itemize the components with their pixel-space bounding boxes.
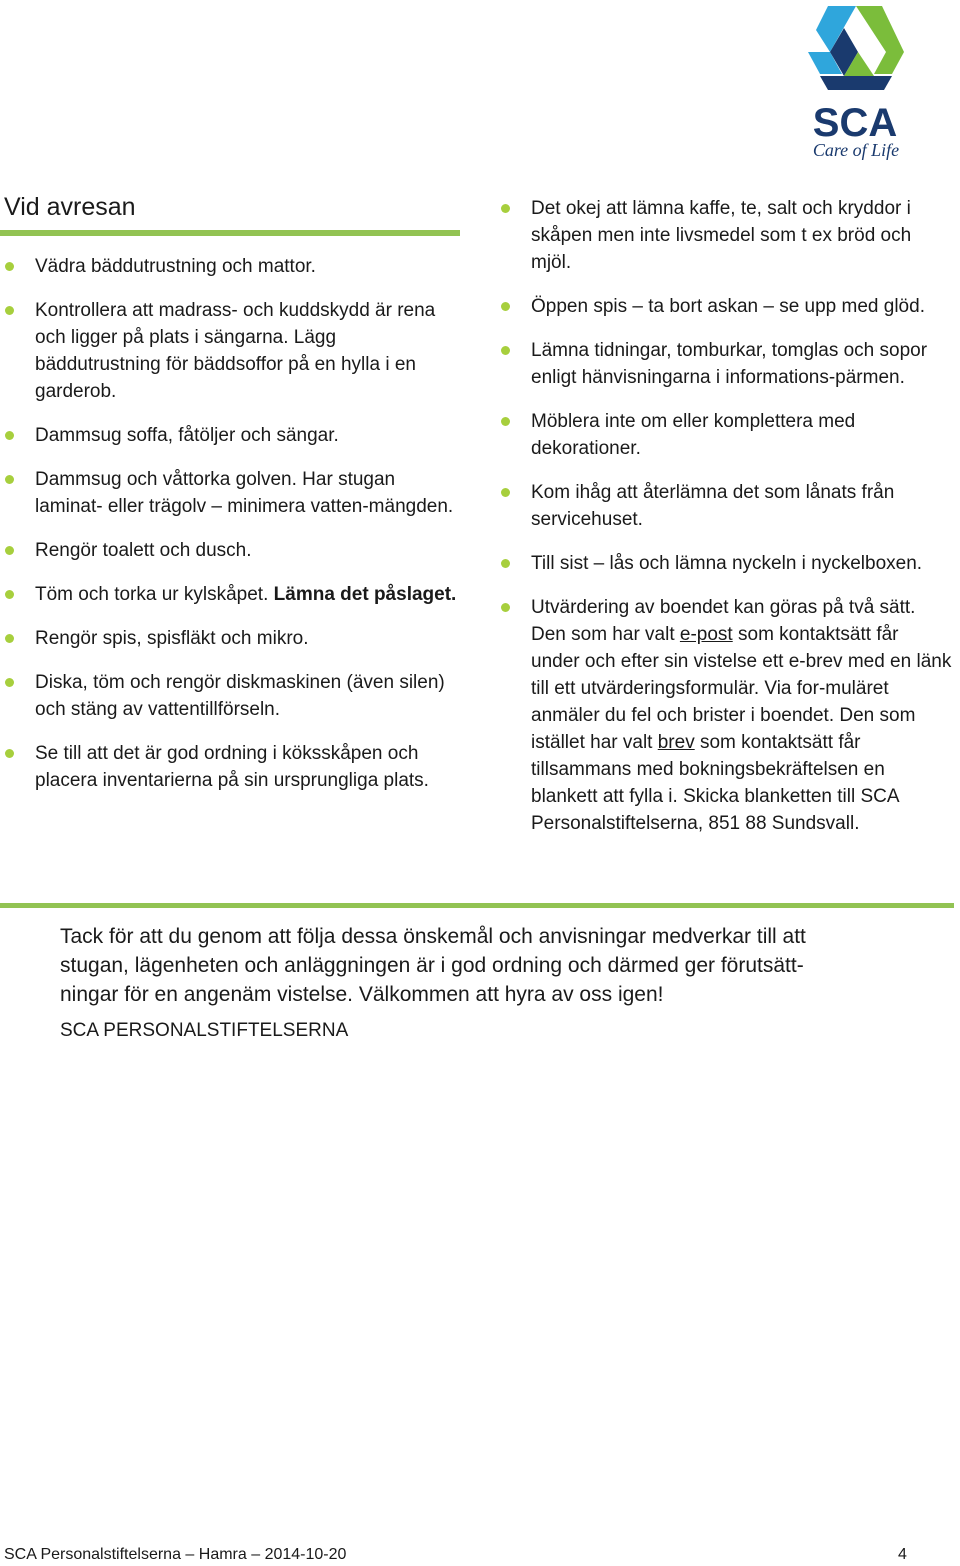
list-item: Dammsug och våttorka golven. Har stugan laminat- eller trägolv – minimera vatten-mängden. bbox=[0, 466, 465, 520]
list-item: Till sist – lås och lämna nyckeln i nyckelboxen. bbox=[496, 550, 952, 577]
list-item: Diska, töm och rengör diskmaskinen (även silen) och stäng av vattentillförseln. bbox=[0, 669, 465, 723]
bullet-icon bbox=[5, 749, 14, 758]
email-option-text: e-post bbox=[679, 624, 733, 645]
list-item: Det okej att lämna kaffe, te, salt och kryddor i skåpen men inte livsmedel som t ex bröd och mjöl. bbox=[496, 195, 952, 276]
list-item: Möblera inte om eller komplettera med dekorationer. bbox=[496, 408, 952, 462]
letter-option-text: brev bbox=[657, 732, 695, 753]
bullet-icon bbox=[5, 634, 14, 643]
list-item: Vädra bäddutrustning och mattor. bbox=[0, 253, 465, 280]
bullet-icon bbox=[501, 488, 510, 497]
sca-logo bbox=[800, 4, 910, 164]
bullet-icon bbox=[5, 431, 14, 440]
evaluation-item: Utvärdering av boendet kan göras på två sätt. Den som har valt e-post som kontaktsätt får under och efter sin vistelse ett e-brev med en länk till ett utvärderingsformulär. Via for-muläret anmäler du fel och brister i boendet. Den som istället har valt brev som kontaktsätt får tillsammans med bokningsbekräftelsen en blankett att fylla i. Skicka blanketten till SCA Personalstiftelserna, 851 88 Sundsvall. bbox=[496, 594, 952, 837]
page-number: 4 bbox=[898, 1546, 907, 1563]
bullet-icon bbox=[501, 559, 510, 568]
bullet-icon bbox=[5, 678, 14, 687]
list-item: Lämna tidningar, tomburkar, tomglas och sopor enligt hänvisningarna i informations-pärmen. bbox=[496, 337, 952, 391]
bullet-icon bbox=[5, 546, 14, 555]
list-item: Kom ihåg att återlämna det som lånats från servicehuset. bbox=[496, 479, 952, 533]
list-item: Rengör spis, spisfläkt och mikro. bbox=[0, 625, 465, 652]
right-checklist bbox=[496, 195, 952, 854]
list-item: Se till att det är god ordning i köksskåpen och placera inventarierna på sin ursprungliga plats. bbox=[0, 740, 465, 794]
list-item: Dammsug soffa, fåtöljer och sängar. bbox=[0, 422, 465, 449]
logo-tagline: Care of Life bbox=[812, 140, 900, 160]
signature: SCA PERSONALSTIFTELSERNA bbox=[60, 1020, 349, 1041]
left-checklist bbox=[0, 253, 465, 811]
bullet-icon bbox=[501, 417, 510, 426]
bullet-icon bbox=[501, 603, 510, 612]
heading-rule bbox=[0, 230, 460, 236]
footer-text: SCA Personalstiftelserna – Hamra – 2014-10-20 bbox=[4, 1546, 347, 1563]
bullet-icon bbox=[501, 346, 510, 355]
bullet-icon bbox=[501, 204, 510, 213]
bullet-icon bbox=[5, 590, 14, 599]
emphasis-text: Lämna det påslaget. bbox=[273, 584, 457, 605]
list-item: Öppen spis – ta bort askan – se upp med glöd. bbox=[496, 293, 952, 320]
list-item: Töm och torka ur kylskåpet. Lämna det påslaget. bbox=[0, 581, 465, 608]
logo-wordmark: SCA bbox=[812, 101, 898, 145]
section-divider bbox=[0, 903, 954, 908]
section-title: Vid avresan bbox=[4, 193, 136, 221]
bullet-icon bbox=[501, 302, 510, 311]
bullet-icon bbox=[5, 475, 14, 484]
closing-message: Tack för att du genom att följa dessa önskemål och anvisningar medverkar till att stugan, lägenheten och anläggningen är i god ordning och därmed ger förutsätt-ningar för en angenäm vistelse. Välkommen att hyra av oss igen! bbox=[60, 925, 806, 1006]
list-item: Kontrollera att madrass- och kuddskydd är rena och ligger på plats i sängarna. Lägg bäddutrustning för bäddsoffor på en hylla i en garderob. bbox=[0, 297, 465, 405]
list-item: Rengör toalett och dusch. bbox=[0, 537, 465, 564]
bullet-icon bbox=[5, 262, 14, 271]
bullet-icon bbox=[5, 306, 14, 315]
